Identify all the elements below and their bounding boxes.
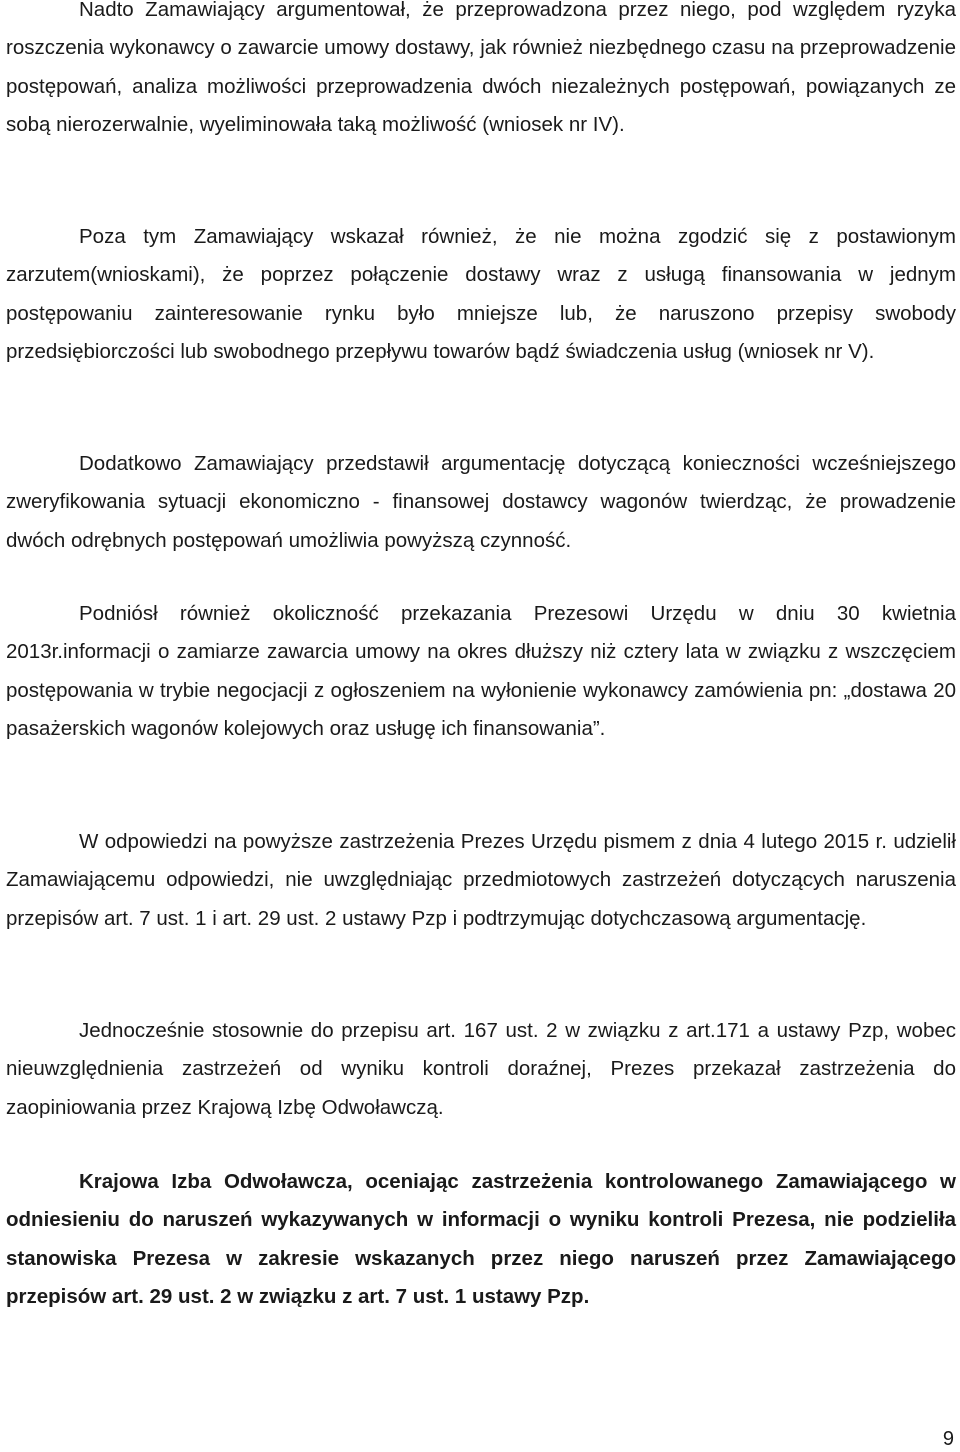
page-number: 9 <box>942 1428 954 1450</box>
paragraph-3: Dodatkowo Zamawiający przedstawił argumentację dotyczącą konieczności wcześniejszego zweryfikowania sytuacji ekonomiczno - finansowej dostawcy wagonów twierdząc, że prowadzenie dwóch odrębnych postępowań umożliwia powyższą czynność. <box>6 452 956 552</box>
paragraph-6: Jednocześnie stosownie do przepisu art. 167 ust. 2 w związku z art.171 a ustawy Pzp, wobec nieuwzględnienia zastrzeżeń od wyniku kontroli doraźnej, Prezes przekazał zastrzeżenia do zaopiniowania przez Krajową Izbę Odwoławczą. <box>6 1019 956 1119</box>
paragraph-5: W odpowiedzi na powyższe zastrzeżenia Prezes Urzędu pismem z dnia 4 lutego 2015 r. udzielił Zamawiającemu odpowiedzi, nie uwzględniając przedmiotowych zastrzeżeń dotyczących naruszenia przepisów art. 7 ust. 1 i art. 29 ust. 2 ustawy Pzp i podtrzymując dotychczasową argumentację. <box>6 830 956 930</box>
paragraph-4: Podniósł również okoliczność przekazania Prezesowi Urzędu w dniu 30 kwietnia 2013r.informacji o zamiarze zawarcia umowy na okres dłuższy niż cztery lata w związku z wszczęciem postępowania w trybie negocjacji z ogłoszeniem na wyłonienie wykonawcy zamówienia pn: „dostawa 20 pasażerskich wagonów kolejowych oraz usługę ich finansowania”. <box>6 602 956 741</box>
paragraph-7-conclusion: Krajowa Izba Odwoławcza, oceniając zastrzeżenia kontrolowanego Zamawiającego w odniesieniu do naruszeń wykazywanych w informacji o wyniku kontroli Prezesa, nie podzieliła stanowiska Prezesa w zakresie wskazanych przez niego naruszeń przez Zamawiającego przepisów art. 29 ust. 2 w związku z art. 7 ust. 1 ustawy Pzp. <box>6 1170 956 1309</box>
paragraph-1: Nadto Zamawiający argumentował, że przeprowadzona przez niego, pod względem ryzyka roszczenia wykonawcy o zawarcie umowy dostawy, jak również niezbędnego czasu na przeprowadzenie postępowań, analiza możliwości przeprowadzenia dwóch niezależnych postępowań, powiązanych ze sobą nierozerwalnie, wyeliminowała taką możliwość (wniosek nr IV). <box>6 0 956 137</box>
paragraph-2: Poza tym Zamawiający wskazał również, że nie można zgodzić się z postawionym zarzutem(wnioskami), że poprzez połączenie dostawy wraz z usługą finansowania w jednym postępowaniu zainteresowanie rynku było mniejsze lub, że naruszono przepisy swobody przedsiębiorczości lub swobodnego przepływu towarów bądź świadczenia usług (wniosek nr V). <box>6 225 956 364</box>
